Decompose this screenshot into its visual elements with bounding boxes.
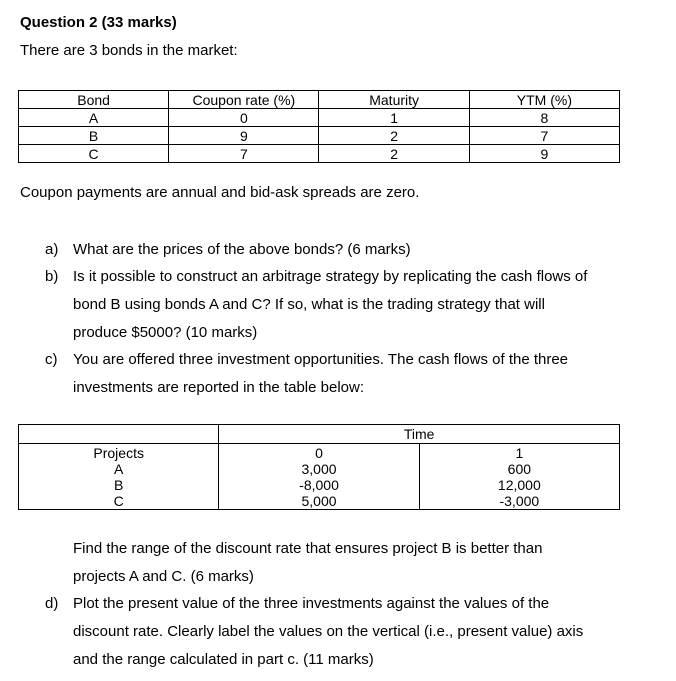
ytm: 8 [469,109,619,127]
part-b-line-2: bond B using bonds A and C? If so, what is the trading strategy that will [73,296,545,313]
ytm: 7 [469,127,619,145]
coupon-rate: 7 [169,145,319,163]
time-0-column [219,444,419,510]
table-row [19,444,620,510]
time-header: Time [219,425,620,444]
part-a-text: What are the prices of the above bonds? (6 marks) [73,241,411,258]
cashflow-value: 12,000 [497,477,541,493]
cashflow-value: 5,000 [301,493,337,509]
cashflow-value: -8,000 [299,477,339,493]
part-c-label: c) [45,351,58,368]
coupon-rate: 0 [169,109,319,127]
table-row [19,109,620,127]
cashflow-value: 3,000 [301,461,337,477]
header-bond: Bond [19,91,169,109]
part-c-line-1: You are offered three investment opportunities. The cash flows of the three [73,351,569,368]
ytm: 9 [469,145,619,163]
table-row [19,127,620,145]
bond-name: C [19,145,169,163]
time-1-label: 1 [515,445,524,461]
table-header-row [19,91,620,109]
project-cashflow-table [18,424,620,510]
cashflow-value: 600 [507,461,532,477]
bond-table [18,90,620,163]
part-c-followup-line-1: Find the range of the discount rate that ensures project B is better than [73,540,543,557]
coupon-rate: 9 [169,127,319,145]
project-label: C [113,493,124,509]
table-row [19,145,620,163]
part-d-label: d) [45,595,59,612]
question-intro: There are 3 bonds in the market: [20,42,238,59]
part-a-label: a) [45,241,59,258]
project-label: A [114,461,124,477]
part-d-line-2: discount rate. Clearly label the values on the vertical (i.e., present value) axis [73,623,584,640]
projects-column [19,444,219,510]
cashflow-value: -3,000 [499,493,540,509]
header-maturity: Maturity [319,91,469,109]
part-c-followup-line-2: projects A and C. (6 marks) [73,568,254,585]
header-ytm: YTM (%) [469,91,619,109]
empty-corner-cell [19,425,219,444]
project-label: B [114,477,124,493]
header-coupon-rate: Coupon rate (%) [169,91,319,109]
part-b-line-1: Is it possible to construct an arbitrage strategy by replicating the cash flows of [73,268,588,285]
bond-name: B [19,127,169,145]
part-d-line-1: Plot the present value of the three investments against the values of the [73,595,550,612]
part-c-line-2: investments are reported in the table below: [73,379,364,396]
part-d-line-3: and the range calculated in part c. (11 marks) [73,651,374,668]
maturity: 1 [319,109,469,127]
projects-header: Projects [93,445,144,461]
maturity: 2 [319,127,469,145]
bond-name: A [19,109,169,127]
time-header-row [19,425,620,444]
maturity: 2 [319,145,469,163]
part-b-label: b) [45,268,59,285]
question-title: Question 2 (33 marks) [20,14,177,31]
part-b-line-3: produce $5000? (10 marks) [73,324,258,341]
time-1-column [419,444,619,510]
coupon-note: Coupon payments are annual and bid-ask spreads are zero. [20,184,420,201]
time-0-label: 0 [315,445,323,461]
